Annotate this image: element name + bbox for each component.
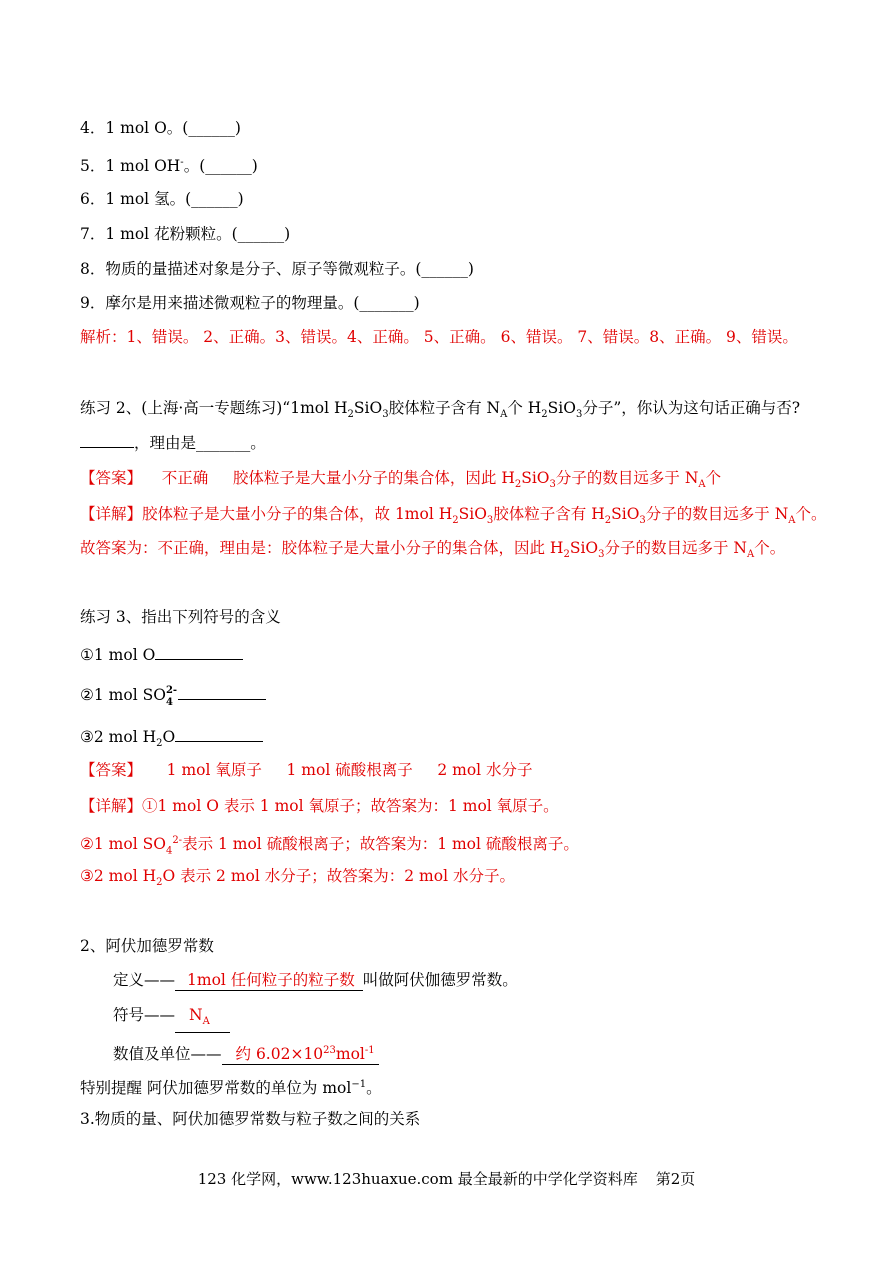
exercise-2-conclusion: 故答案为：不正确，理由是：胶体粒子是大量小分子的集合体，因此 $H_2SiO_3$分子的数目远多于 $N_A$个。: [80, 539, 786, 561]
exercise-2-blank-line: ，理由是_______。: [80, 433, 266, 453]
avogadro-heading: 2、阿伏加德罗常数: [80, 937, 214, 955]
avogadro-symbol: 符号—— $N_A$: [113, 1005, 230, 1033]
exercise-3-detail-1: 【详解】①1 mol O 表示 1 mol 氧原子；故答案为：1 mol 氧原子。: [80, 797, 559, 815]
question-5: 5．1 mol OH-。(______): [80, 157, 258, 176]
page-number: 第2页: [655, 1170, 696, 1188]
avogadro-definition: 定义—— 1mol 任何粒子的粒子数 叫做阿伏伽德罗常数。: [113, 971, 518, 989]
answer-blank: [80, 433, 134, 448]
exercise-2-question: 练习 2、(上海·高一专题练习)“1mol $H_2SiO_3$胶体粒子含有 $N_A$个 $H_2SiO_3$分子”，你认为这句话正确与否?: [80, 399, 801, 421]
question-9: 9．摩尔是用来描述微观粒子的物理量。(_______): [80, 294, 420, 312]
exercise-3-item-1: ①1 mol O: [80, 645, 243, 665]
analysis-1: 解析：1、错误。 2、正确。3、错误。4、正确。 5、正确。 6、错误。 7、错误。8、正确。 9、错误。: [80, 328, 798, 346]
exercise-3-detail-2: ②1 mol $SO_4^{2-}$表示 1 mol 硫酸根离子；故答案为：1 mol 硫酸根离子。: [80, 835, 579, 857]
avogadro-value-unit: 数值及单位—— 约 $6.02\times 10^{23}mol^{-1}$: [113, 1041, 379, 1065]
answer-blank: [175, 727, 263, 742]
exercise-3-answer: 【答案】 1 mol 氧原子 1 mol 硫酸根离子 2 mol 水分子: [80, 761, 533, 779]
page-footer: [0, 1168, 893, 1189]
exercise-3-detail-3: ③2 mol $H_2O$ 表示 2 mol 水分子；故答案为：2 mol 水分子。: [80, 867, 515, 889]
exercise-2-answer: 【答案】 不正确 胶体粒子是大量小分子的集合体，因此 $H_2SiO_3$分子的数目远多于 $N_A$个: [80, 469, 722, 491]
footer-site: 123 化学网，www.123huaxue.com 最全最新的中学化学资料库: [197, 1170, 638, 1188]
special-tip: 特别提醒 阿伏加德罗常数的单位为 mol$^{-1}$。: [80, 1079, 382, 1098]
question-4: 4．1 mol O。(______): [80, 119, 241, 137]
exercise-2-detail: 【详解】胶体粒子是大量小分子的集合体，故 1mol $H_2SiO_3$胶体粒子含有 $H_2SiO_3$分子的数目远多于 $N_A$个。: [80, 505, 827, 527]
answer-blank: [178, 685, 266, 700]
question-8: 8．物质的量描述对象是分子、原子等微观粒子。(______): [80, 260, 474, 278]
question-7: 7．1 mol 花粉颗粒。(______): [80, 225, 291, 243]
exercise-3-title: 练习 3、指出下列符号的含义: [80, 608, 281, 626]
exercise-3-item-2: ②1 mol SO 2- 4: [80, 685, 266, 705]
answer-blank: [155, 645, 243, 660]
question-6: 6．1 mol 氢。(______): [80, 190, 244, 208]
section-3-heading: 3.物质的量、阿伏加德罗常数与粒子数之间的关系: [80, 1110, 421, 1128]
exercise-3-item-3: ③2 mol $H_2O$: [80, 727, 263, 754]
